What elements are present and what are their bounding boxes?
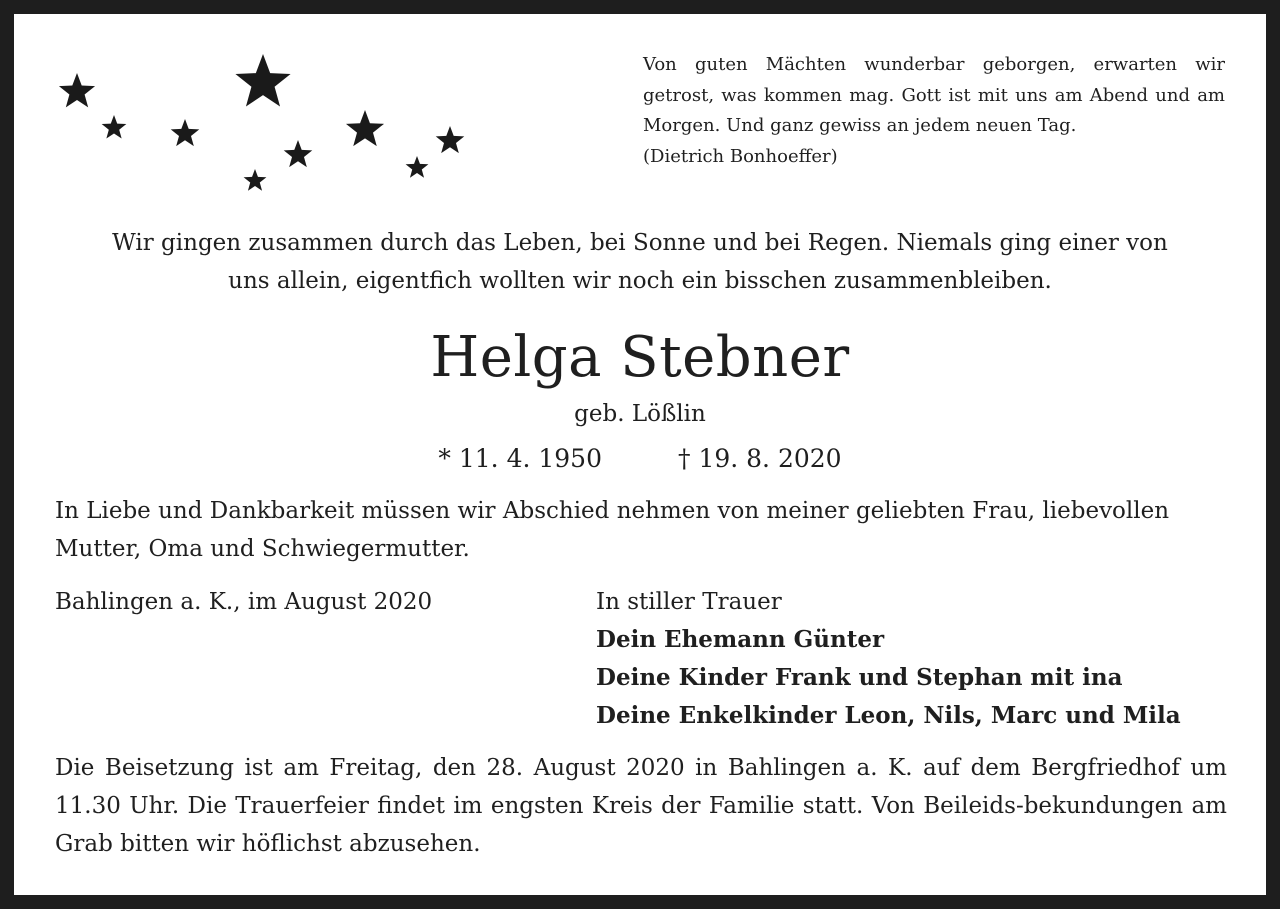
- mourner-line: Dein Ehemann Günter: [596, 626, 885, 653]
- star-icon: [244, 169, 267, 191]
- life-dates: [0, 440, 1280, 478]
- mourner-line: Deine Enkelkinder Leon, Nils, Marc und Mila: [596, 702, 1181, 729]
- birth-date: * 11. 4. 1950: [438, 444, 602, 473]
- bonhoeffer-quote: [643, 50, 1225, 172]
- death-date: † 19. 8. 2020: [678, 444, 842, 473]
- intro-line-1: Wir gingen zusammen durch das Leben, bei Sonne und bei Regen. Niemals ging einer von: [112, 230, 1168, 256]
- quote-text: Von guten Mächten wunderbar geborgen, erwarten wir getrost, was kommen mag. Gott ist mit uns am Abend und am Morgen. Und ganz gewiss an jedem neuen Tag.: [643, 54, 1225, 136]
- quote-source: (Dietrich Bonhoeffer): [643, 145, 838, 167]
- mourners-heading: In stiller Trauer: [596, 589, 782, 615]
- star-icon: [235, 54, 290, 106]
- star-icon: [59, 73, 95, 107]
- farewell-text: In Liebe und Dankbarkeit müssen wir Abschied nehmen von meiner geliebten Frau, liebevollen Mutter, Oma und Schwiegermutter.: [55, 498, 1170, 562]
- place-and-date: Bahlingen a. K., im August 2020: [55, 589, 433, 615]
- mourner-line: Deine Kinder Frank und Stephan mit ina: [596, 664, 1123, 691]
- star-icon: [406, 156, 429, 178]
- stars-icon: [50, 45, 480, 205]
- mourners-block: [596, 583, 1181, 735]
- maiden-name: geb. Lößlin: [574, 401, 706, 427]
- star-icon: [346, 110, 384, 146]
- burial-info: Die Beisetzung ist am Freitag, den 28. August 2020 in Bahlingen a. K. auf dem Bergfriedhof um 11.30 Uhr. Die Trauerfeier findet im engsten Kreis der Familie statt. Von Beileids-bekundungen am Grab bitten wir höflichst abzusehen.: [55, 755, 1227, 857]
- deceased-name: Helga Stebner: [430, 325, 850, 390]
- intro-line-2: uns allein, eigentfich wollten wir noch ein bisschen zusammenbleiben.: [228, 268, 1052, 294]
- star-icon: [171, 119, 200, 146]
- intro-verse: [40, 224, 1240, 300]
- star-icon: [284, 140, 313, 167]
- star-icon: [102, 115, 127, 139]
- star-icon: [436, 126, 465, 153]
